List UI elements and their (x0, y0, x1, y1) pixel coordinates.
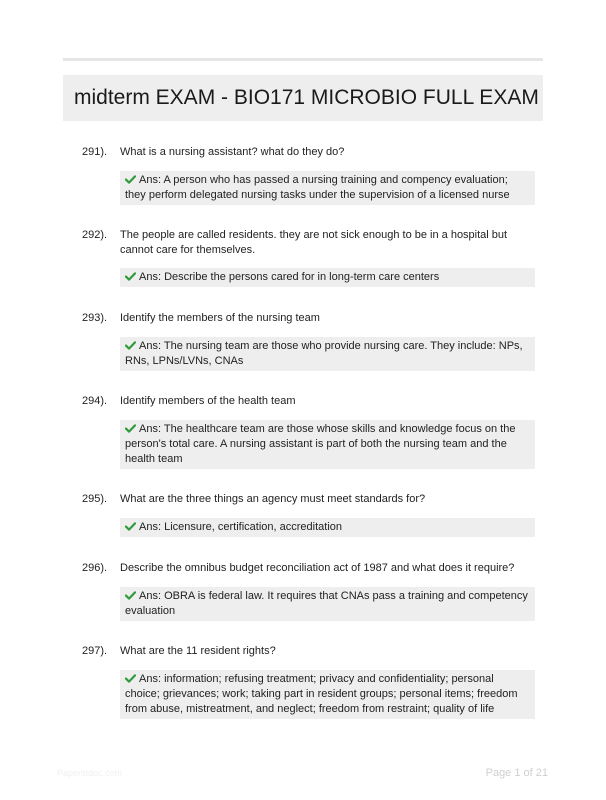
answer-prefix: Ans: (139, 521, 162, 533)
answer-prefix: Ans: (139, 271, 162, 283)
answer-box (120, 171, 535, 205)
question-number: 291). (82, 146, 108, 158)
page-indicator: Page 1 of 21 (485, 767, 548, 779)
answer-text: information; refusing treatment; privacy and confidentiality; personal choice; grievances; work; taking part in resident groups; personal items; freedom from abuse, mistreatment, and neglect; freedom from restraint; quality of life (125, 673, 518, 715)
question-text: What is a nursing assistant? what do they do? (120, 146, 345, 158)
question-text: What are the three things an agency must meet standards for? (120, 493, 426, 505)
answer-box (120, 337, 535, 371)
answer-text: Licensure, certification, accreditation (164, 521, 343, 533)
question-number: 293). (82, 312, 108, 324)
answer-prefix: Ans: (139, 423, 162, 435)
top-divider (63, 58, 543, 61)
question-text: What are the 11 resident rights? (120, 645, 276, 657)
footer-watermark: Paperstdoc.com (57, 768, 123, 778)
answer-text: OBRA is federal law. It requires that CNAs pass a training and competency evaluation (125, 590, 528, 617)
question-number: 296). (82, 562, 108, 574)
answer-box (120, 268, 535, 287)
answer-prefix: Ans: (139, 673, 162, 685)
title-banner (63, 75, 543, 121)
checkmark-icon (125, 272, 136, 281)
answer-box (120, 420, 535, 469)
checkmark-icon (125, 522, 136, 531)
answer-text: The nursing team are those who provide nursing care. They include: NPs, RNs, LPNs/LVNs, CNAs (125, 340, 523, 367)
question-number: 297). (82, 645, 108, 657)
answer-text: A person who has passed a nursing training and compency evaluation; they perform delegated nursing tasks under the supervision of a licensed nurse (125, 174, 510, 201)
answer-prefix: Ans: (139, 590, 162, 602)
answer-prefix: Ans: (139, 174, 162, 186)
question-number: 292). (82, 229, 108, 241)
page-title: midterm EXAM - BIO171 MICROBIO FULL EXAM (74, 86, 539, 109)
question-text: The people are called residents. they are not sick enough to be in a hospital but cannot care for themselves. (120, 229, 508, 256)
checkmark-icon (125, 591, 136, 600)
question-number: 295). (82, 493, 108, 505)
question-text: Describe the omnibus budget reconciliation act of 1987 and what does it require? (120, 562, 515, 574)
checkmark-icon (125, 674, 136, 683)
checkmark-icon (125, 175, 136, 184)
answer-box (120, 587, 535, 621)
question-number: 294). (82, 395, 108, 407)
question-text: Identify the members of the nursing team (120, 312, 320, 324)
answer-box (120, 518, 535, 537)
checkmark-icon (125, 424, 136, 433)
question-text: Identify members of the health team (120, 395, 296, 407)
answer-box (120, 670, 535, 719)
answer-text: Describe the persons cared for in long-term care centers (164, 271, 440, 283)
checkmark-icon (125, 341, 136, 350)
answer-text: The healthcare team are those whose skills and knowledge focus on the person's total care. A nursing assistant is part of both the nursing team and the health team (125, 423, 516, 465)
answer-prefix: Ans: (139, 340, 162, 352)
